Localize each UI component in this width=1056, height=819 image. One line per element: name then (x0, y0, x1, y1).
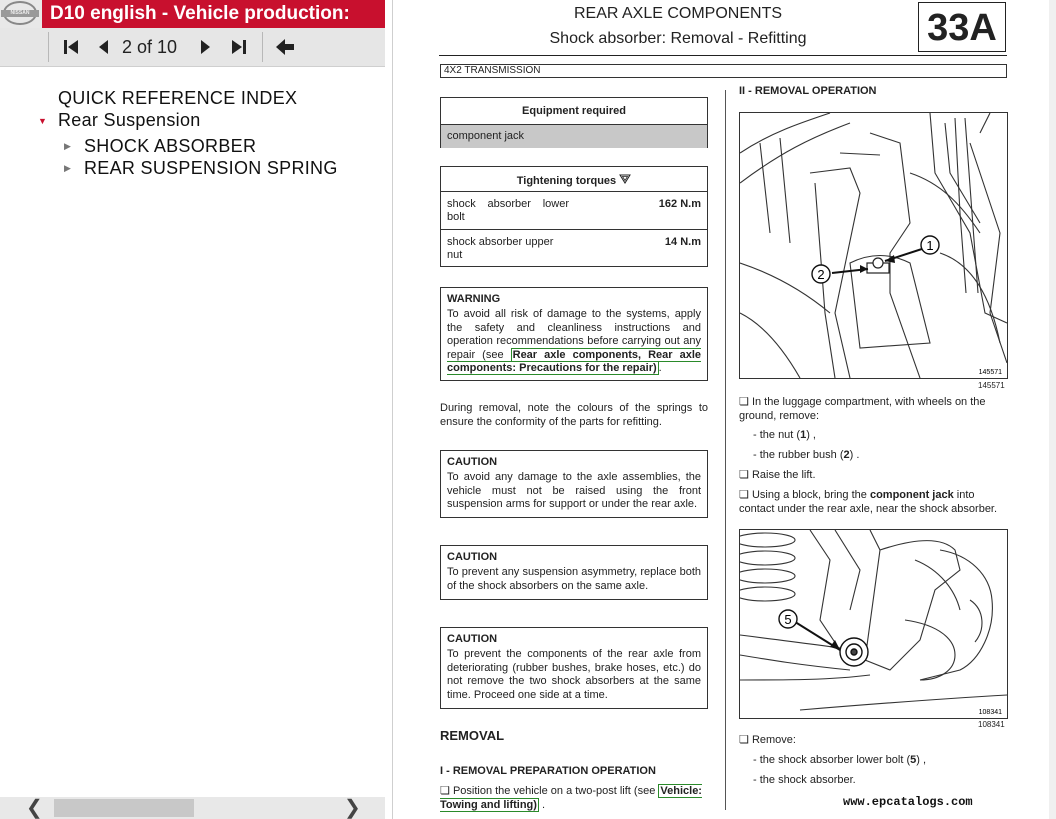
collapsed-triangle-icon: ▶ (64, 141, 72, 151)
next-page-icon (197, 37, 213, 57)
warning-box (440, 287, 708, 381)
caution-text: To prevent any suspension asymmetry, replace both of the shock absorbers on the same axle. (447, 566, 701, 592)
step-item-rubber-bush: - the rubber bush (2) . (753, 449, 860, 461)
collapsed-triangle-icon: ▶ (64, 163, 72, 173)
previous-page-icon (96, 37, 112, 57)
equipment-table (440, 97, 708, 148)
page-navigation-toolbar (0, 28, 385, 67)
document-title: D10 english - Vehicle production: (50, 3, 350, 24)
tree-leaf-rear-suspension-spring[interactable]: ▶ REAR SUSPENSION SPRING (64, 158, 338, 178)
towing-lifting-link[interactable]: Vehicle: Towing and lifting) (440, 785, 702, 811)
torques-table (440, 166, 708, 267)
scroll-right-icon[interactable]: ❯ (344, 797, 361, 819)
document-titlebar (0, 0, 385, 28)
caution-title: CAUTION (447, 633, 498, 645)
equipment-title: Equipment required (522, 105, 626, 117)
caution-text: To avoid any damage to the axle assemblies, the vehicle must not be raised using the front suspension arms for support or under the rear axle. (447, 471, 701, 510)
operation-heading: II - REMOVAL OPERATION (739, 85, 877, 97)
checkbox-bullet-icon: ❏ (440, 785, 450, 797)
precautions-link[interactable]: Rear axle components, Rear axle components: Precautions for the repair) (447, 348, 701, 374)
previous-page-button[interactable] (93, 34, 115, 60)
torque-row: shock absorber lower bolt 162 N.m (441, 191, 707, 230)
warning-title: WARNING (447, 293, 501, 305)
checkbox-bullet-icon: ❏ (739, 489, 749, 501)
prep-step: ❏ Position the vehicle on a two-post lift (see Vehicle: Towing and lifting) . (440, 785, 702, 811)
column-divider (725, 90, 726, 810)
section-code: 33A (918, 2, 1006, 52)
checkbox-bullet-icon: ❏ (739, 396, 749, 408)
step-item-lower-bolt: - the shock absorber lower bolt (5) , (753, 754, 927, 766)
page-counter: 2 of 10 (122, 37, 178, 57)
expanded-triangle-icon: ▼ (38, 116, 48, 126)
vertical-scrollbar[interactable] (1049, 0, 1056, 819)
tree-leaf-shock-absorber[interactable]: ▶ SHOCK ABSORBER (64, 136, 257, 156)
header-rule (439, 55, 1007, 56)
callout-2: 2 (817, 267, 825, 282)
tree-root-quick-reference-index[interactable]: QUICK REFERENCE INDEX (58, 88, 298, 108)
step-item-nut: - the nut (1) , (753, 429, 816, 441)
navigation-pane (0, 0, 393, 819)
caution-box-1 (440, 450, 708, 518)
scroll-left-icon[interactable]: ❮ (26, 797, 43, 819)
figure-id: 145571 (978, 381, 1005, 390)
back-button[interactable] (272, 34, 298, 60)
figure-upper-mount (739, 112, 1008, 379)
first-page-icon (61, 37, 81, 57)
caution-box-2 (440, 545, 708, 600)
torque-row: shock absorber upper nut 14 N.m (441, 229, 707, 268)
transmission-label: 4X2 TRANSMISSION (440, 64, 1007, 78)
last-page-icon (229, 37, 249, 57)
caution-title: CAUTION (447, 551, 498, 563)
figure-id-inner: 108341 (978, 709, 1002, 716)
document-page (393, 0, 1056, 819)
tree-node-rear-suspension[interactable]: ▼ Rear Suspension (38, 110, 201, 130)
figure-id-inner: 145571 (978, 369, 1002, 376)
checkbox-bullet-icon: ❏ (739, 469, 749, 481)
last-page-button[interactable] (226, 34, 252, 60)
watermark: www.epcatalogs.com (843, 795, 973, 809)
upper-mount-drawing (740, 113, 1007, 378)
horizontal-scrollbar[interactable] (0, 797, 385, 819)
caution-title: CAUTION (447, 456, 498, 468)
torques-title: Tightening torques (441, 167, 707, 191)
checkbox-bullet-icon: ❏ (739, 734, 749, 746)
caution-text: To prevent the components of the rear axle from deteriorating (rubber bushes, brake hoses, etc.) do not remove the two shock absorbers at the same time. Proceed one side at a time. (447, 648, 701, 701)
callout-5: 5 (784, 612, 792, 627)
back-arrow-icon (274, 37, 296, 57)
caution-box-3 (440, 627, 708, 709)
header-title: REAR AXLE COMPONENTS (573, 5, 783, 22)
first-page-button[interactable] (58, 34, 84, 60)
header-subtitle: Shock absorber: Removal - Refitting (549, 30, 807, 47)
removal-heading: REMOVAL (440, 728, 505, 743)
equipment-item: component jack (441, 124, 707, 148)
figure-lower-bolt (739, 529, 1008, 719)
step-remove: ❏ Remove: (739, 734, 796, 746)
next-page-button[interactable] (194, 34, 216, 60)
torque-wrench-icon (619, 174, 631, 184)
nissan-logo: NISSAN (0, 0, 42, 28)
step-raise-lift: ❏ Raise the lift. (739, 469, 816, 481)
warning-text: To avoid all risk of damage to the systems, apply the safety and cleanliness instructions and operation recommendations before carrying out any repair (see Rear axle components, Rear axle components: Precautions for the repair) . (447, 308, 701, 374)
prep-heading: I - REMOVAL PREPARATION OPERATION (440, 765, 656, 777)
removal-note: During removal, note the colours of the springs to ensure the conformity of the parts for refitting. (440, 402, 708, 428)
step-item-shock-absorber: - the shock absorber. (753, 774, 856, 786)
step-luggage-compartment: ❏ In the luggage compartment, with wheels on the ground, remove: (739, 396, 986, 422)
callout-1: 1 (926, 238, 934, 253)
figure-id: 108341 (978, 720, 1005, 729)
step-component-jack: ❏ Using a block, bring the component jack into contact under the rear axle, near the shock absorber. (739, 489, 998, 515)
scrollbar-thumb[interactable] (54, 799, 194, 817)
lower-bolt-drawing (740, 530, 1007, 718)
